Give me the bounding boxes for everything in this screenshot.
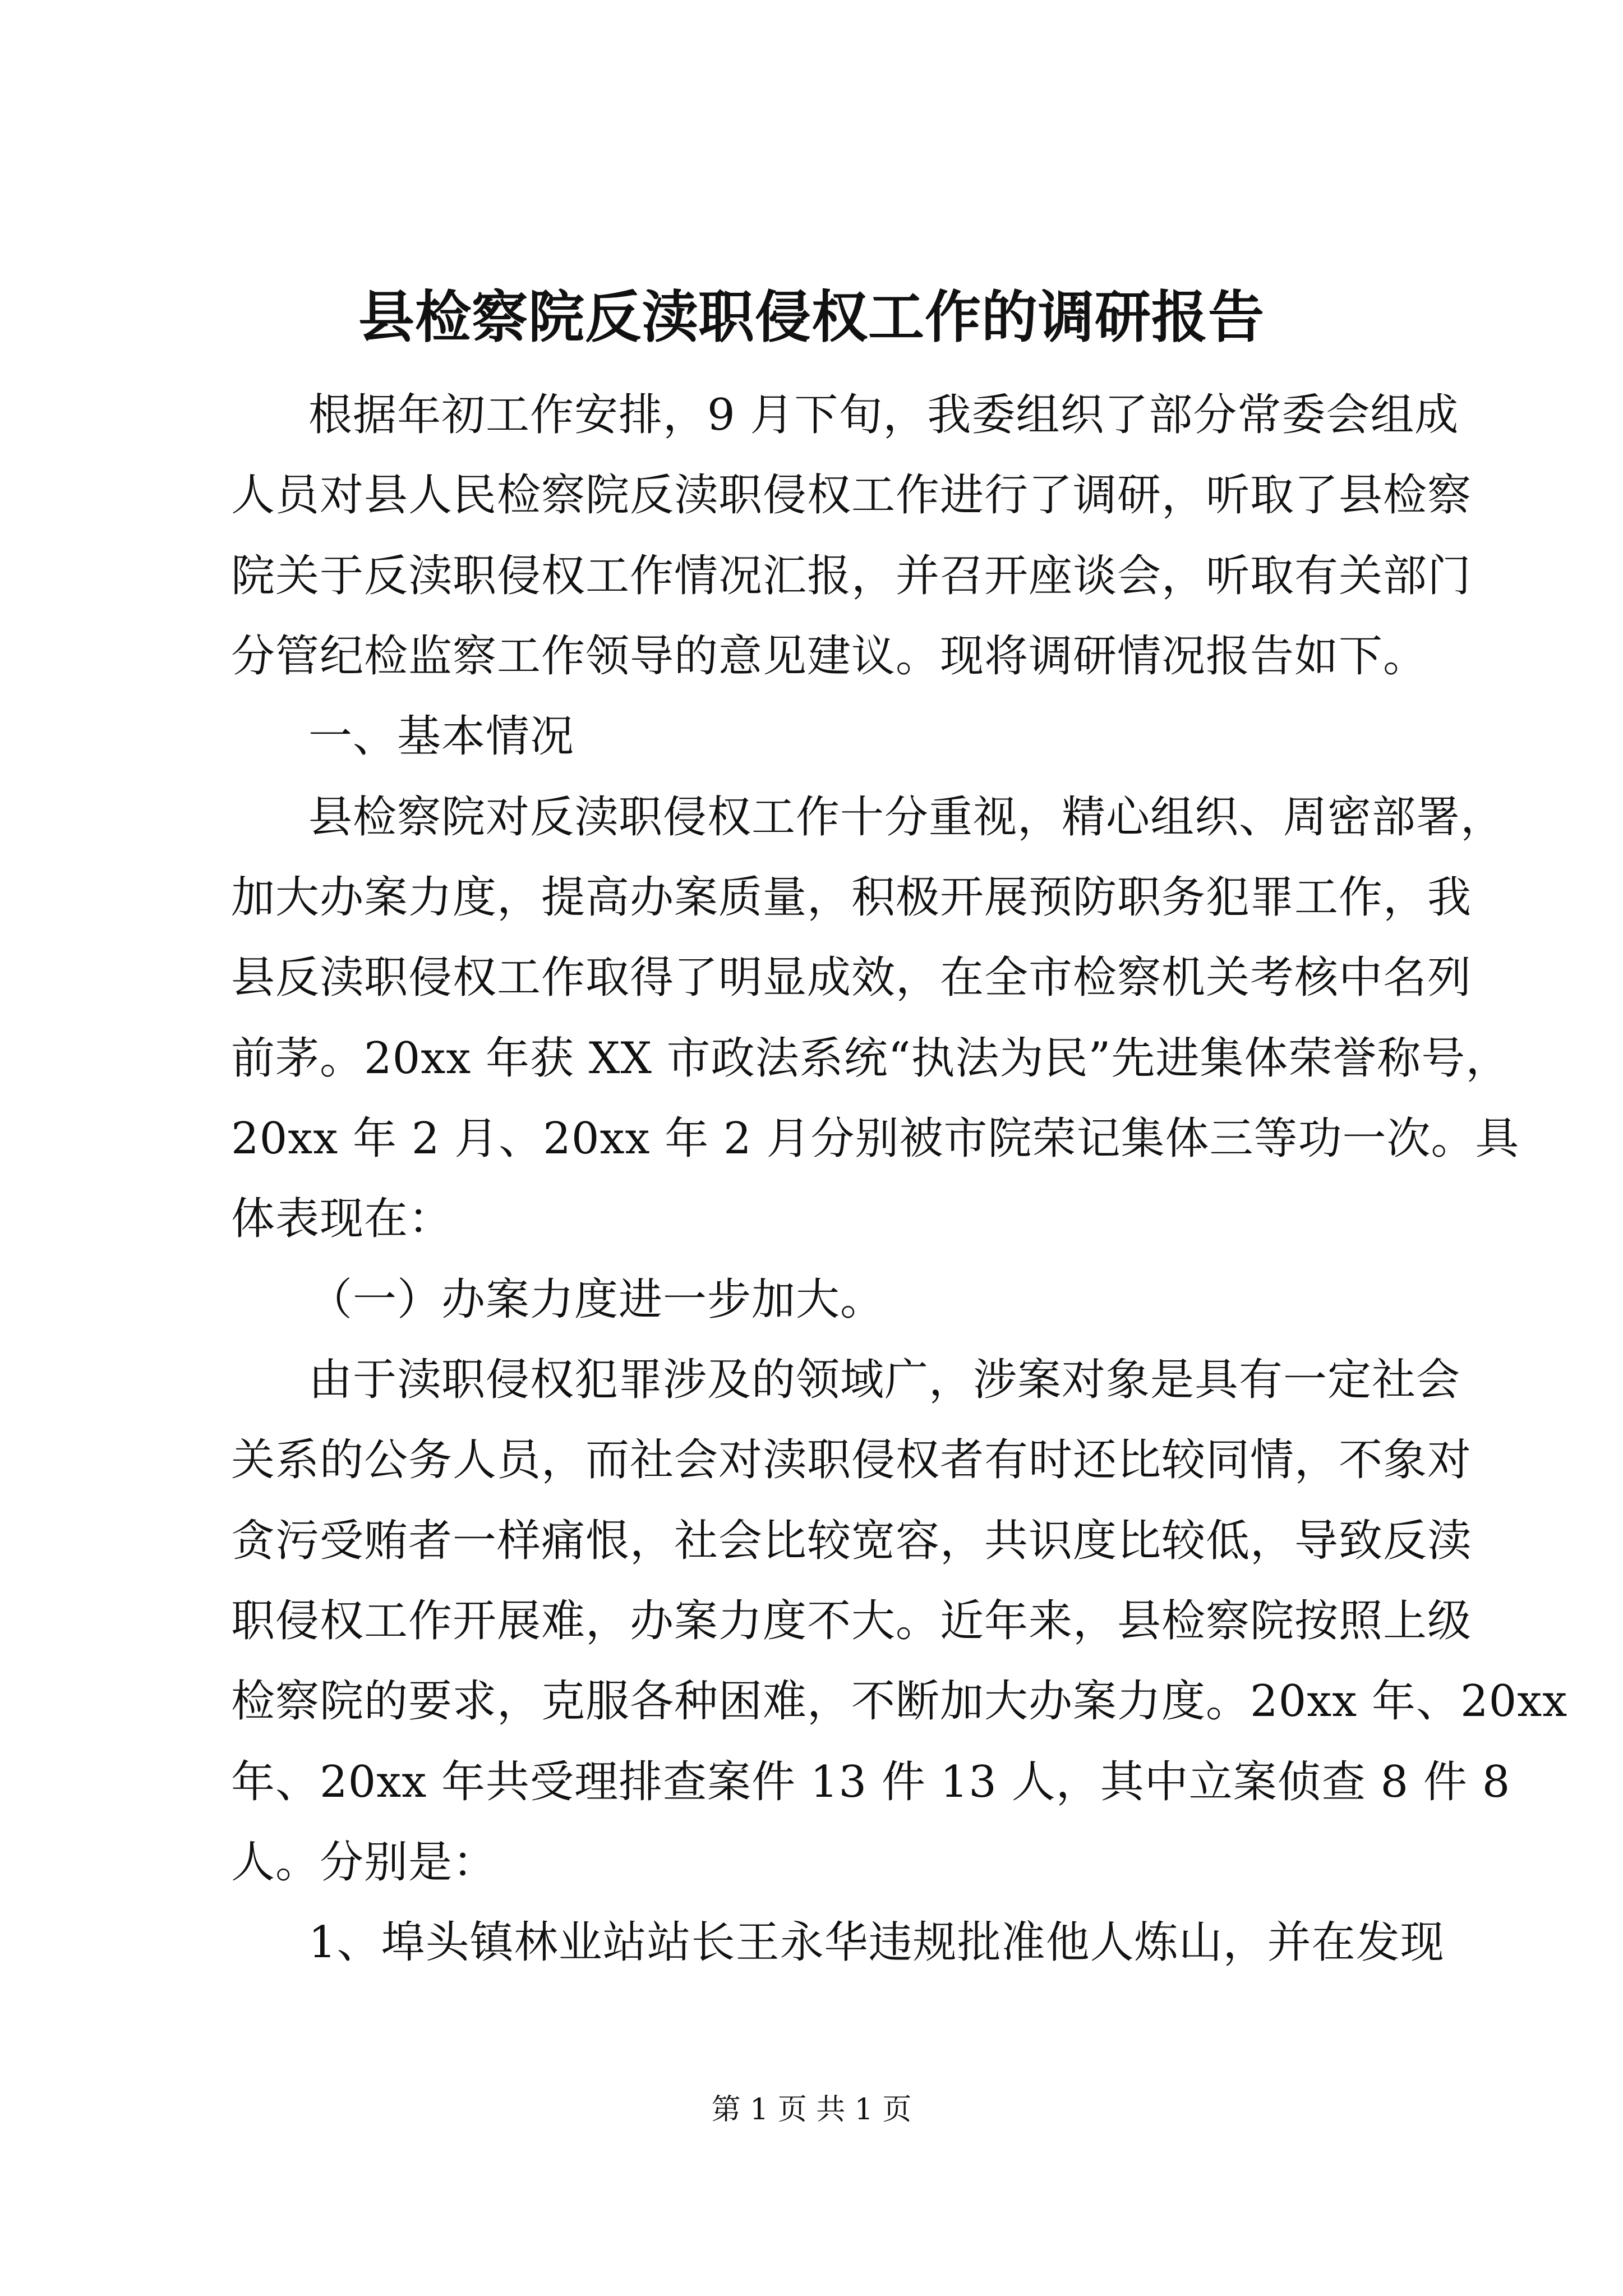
paragraph-line: 前茅。20xx 年获 XX 市政法系统“执法为民”先进集体荣誉称号， <box>231 1033 1510 1084</box>
page-footer: 第 1 页 共 1 页 <box>711 2093 912 2127</box>
paragraph-line: 院关于反渎职侵权工作情况汇报，并召开座谈会，听取有关部门 <box>231 551 1472 601</box>
paragraph-line: 贪污受贿者一样痛恨，社会比较宽容，共识度比较低，导致反渎 <box>231 1516 1472 1566</box>
paragraph-line: 20xx 年 2 月、20xx 年 2 月分别被市院荣记集体三等功一次。具 <box>231 1114 1520 1164</box>
paragraph-line: 人。分别是： <box>231 1837 497 1888</box>
paragraph-line: 由于渎职侵权犯罪涉及的领域广，涉案对象是具有一定社会 <box>308 1355 1461 1405</box>
paragraph-line: 县检察院对反渎职侵权工作十分重视，精心组织、周密部署， <box>308 792 1505 843</box>
paragraph-line: 县反渎职侵权工作取得了明显成效，在全市检察机关考核中名列 <box>231 953 1472 1003</box>
paragraph-line: 分管纪检监察工作领导的意见建议。现将调研情况报告如下。 <box>231 631 1428 682</box>
paragraph-line: 关系的公务人员，而社会对渎职侵权者有时还比较同情，不象对 <box>231 1435 1472 1485</box>
paragraph-line: 1、埠头镇林业站站长王永华违规批准他人炼山，并在发现 <box>308 1917 1445 1968</box>
paragraph-line: 年、20xx 年共受理排查案件 13 件 13 人，其中立案侦查 8 件 8 <box>231 1757 1511 1807</box>
paragraph-line: 人员对县人民检察院反渎职侵权工作进行了调研，听取了县检察 <box>231 470 1472 521</box>
document-title: 县检察院反渎职侵权工作的调研报告 <box>358 284 1265 350</box>
paragraph-line: 检察院的要求，克服各种困难，不断加大办案力度。20xx 年、20xx <box>231 1676 1568 1727</box>
paragraph-line: 根据年初工作安排，9 月下旬，我委组织了部分常委会组成 <box>308 390 1459 440</box>
paragraph-line: 职侵权工作开展难，办案力度不大。近年来，县检察院按照上级 <box>231 1596 1472 1646</box>
subsection-heading: （一）办案力度进一步加大。 <box>308 1274 885 1325</box>
paragraph-line: 加大办案力度，提高办案质量，积极开展预防职务犯罪工作，我 <box>231 872 1472 923</box>
section-heading: 一、基本情况 <box>308 711 575 762</box>
paragraph-line: 体表现在： <box>231 1194 453 1244</box>
